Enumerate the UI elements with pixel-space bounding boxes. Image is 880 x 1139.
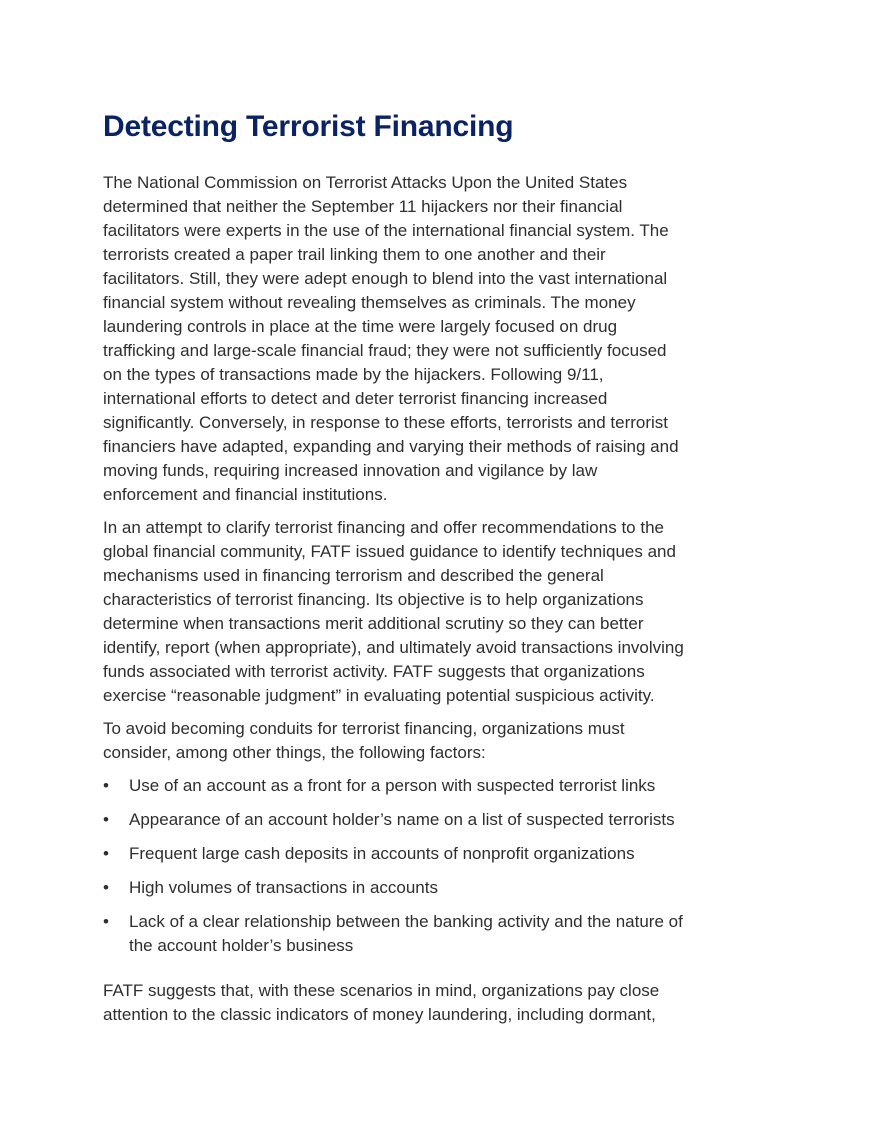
list-item (103, 876, 783, 900)
text-line: consider, among other things, the following factors: (103, 743, 486, 762)
text-line: the account holder’s business (129, 936, 354, 955)
text-line: on the types of transactions made by the hijackers. Following 9/11, (103, 365, 604, 384)
text-line: characteristics of terrorist financing. Its objective is to help organizations (103, 590, 644, 609)
text-line: High volumes of transactions in accounts (129, 878, 438, 897)
text-line: determined that neither the September 11 hijackers nor their financial (103, 197, 623, 216)
list-item (103, 842, 783, 866)
text-line: identify, report (when appropriate), and ultimately avoid transactions involving (103, 638, 684, 657)
bullet-icon: • (103, 844, 109, 863)
text-line: moving funds, requiring increased innovation and vigilance by law (103, 461, 598, 480)
text-line: Use of an account as a front for a person with suspected terrorist links (129, 776, 656, 795)
page-title: Detecting Terrorist Financing (103, 110, 514, 143)
list-item (103, 910, 783, 958)
text-line: Frequent large cash deposits in accounts of nonprofit organizations (129, 844, 635, 863)
text-line: determine when transactions merit additional scrutiny so they can better (103, 614, 644, 633)
text-line: funds associated with terrorist activity. FATF suggests that organizations (103, 662, 645, 681)
bullet-icon: • (103, 912, 109, 931)
bullet-icon: • (103, 878, 109, 897)
text-line: global financial community, FATF issued guidance to identify techniques and (103, 542, 676, 561)
text-line: exercise “reasonable judgment” in evaluating potential suspicious activity. (103, 686, 655, 705)
text-line: significantly. Conversely, in response to these efforts, terrorists and terrorist (103, 413, 669, 432)
bullet-icon: • (103, 810, 109, 829)
text-line: The National Commission on Terrorist Attacks Upon the United States (103, 173, 628, 192)
bullet-icon: • (103, 776, 109, 795)
text-line: Lack of a clear relationship between the banking activity and the nature of (129, 912, 683, 931)
text-line: FATF suggests that, with these scenarios in mind, organizations pay close (103, 981, 660, 1000)
text-line: attention to the classic indicators of money laundering, including dormant, (103, 1005, 656, 1024)
text-line: enforcement and financial institutions. (103, 485, 388, 504)
text-line: facilitators. Still, they were adept enough to blend into the vast international (103, 269, 668, 288)
text-line: In an attempt to clarify terrorist financing and offer recommendations to the (103, 518, 664, 537)
text-line: financiers have adapted, expanding and varying their methods of raising and (103, 437, 679, 456)
list-item (103, 808, 783, 832)
text-line: To avoid becoming conduits for terrorist financing, organizations must (103, 719, 625, 738)
text-line: Appearance of an account holder’s name on a list of suspected terrorists (129, 810, 675, 829)
text-line: international efforts to detect and deter terrorist financing increased (103, 389, 608, 408)
text-line: facilitators were experts in the use of the international financial system. The (103, 221, 669, 240)
text-line: laundering controls in place at the time were largely focused on drug (103, 317, 618, 336)
text-line: trafficking and large-scale financial fraud; they were not sufficiently focused (103, 341, 667, 360)
paragraph-factors-intro (103, 717, 783, 765)
factors-list (103, 774, 783, 958)
paragraph-fatf-guidance (103, 516, 783, 708)
text-line: terrorists created a paper trail linking them to one another and their (103, 245, 606, 264)
document-body (103, 171, 783, 1036)
list-item (103, 774, 783, 798)
text-line: mechanisms used in financing terrorism and described the general (103, 566, 604, 585)
paragraph-closing (103, 979, 783, 1027)
paragraph-terrorist-attacks-commission (103, 171, 783, 507)
text-line: financial system without revealing themselves as criminals. The money (103, 293, 636, 312)
